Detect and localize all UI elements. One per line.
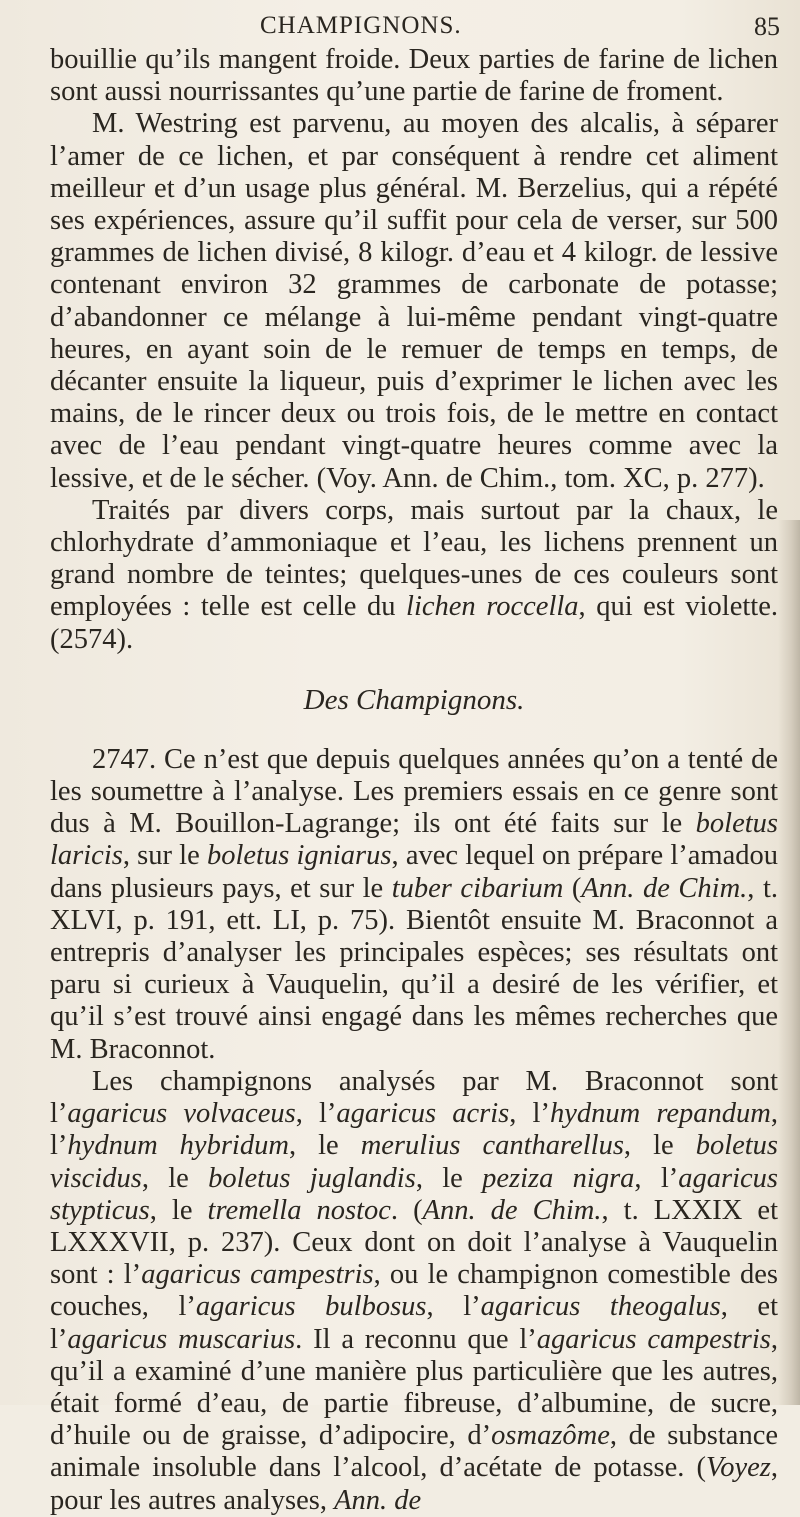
running-title: CHAMPIGNONS. — [260, 12, 462, 39]
paragraph-1: bouillie qu’ils mangent froide. Deux parties de farine de lichen sont aussi nourrissantes qu’une partie de farine de froment. — [50, 44, 778, 108]
section-heading: Des Champignons. — [303, 683, 525, 716]
paragraph-4: 2747. Ce n’est que depuis quelques années qu’on a tenté de les soumettre à l’analyse. Les premiers essais en ce genre sont dus à M. Bouillon-Lagrange; ils ont été faits sur le boletus laricis, sur le boletus igniarus, avec lequel on prépare l’amadou dans plusieurs pays, et sur le tuber cibarium (Ann. de Chim., t. XLVI, p. 191, ett. LI, p. 75). Bientôt ensuite M. Braconnot a entrepris d’analyser les principales espèces; ses résultats ont paru si curieux à Vauquelin, qu’il a desiré de les vérifier, et qu’il s’est trouvé ainsi engagé dans les mêmes recherches que M. Braconnot. — [50, 743, 778, 1065]
body-text — [50, 44, 778, 1517]
page-edge-shadow — [778, 520, 800, 1405]
paragraph-3: Traités par divers corps, mais surtout par la chaux, le chlorhydrate d’ammoniaque et l’eau, les lichens prennent un grand nombre de teintes; quelques-unes de ces couleurs sont employées : telle est celle du lichen roccella, qui est violette.(2574). — [50, 494, 778, 655]
paragraph-2: M. Westring est parvenu, au moyen des alcalis, à séparer l’amer de ce lichen, et par conséquent à rendre cet aliment meilleur et d’un usage plus général. M. Berzelius, qui a répété ses expériences, assure qu’il suffit pour cela de verser, sur 500 grammes de lichen divisé, 8 kilogr. d’eau et 4 kilogr. de lessive contenant environ 32 grammes de carbonate de potasse; d’abandonner ce mélange à lui-même pendant vingt-quatre heures, en ayant soin de le remuer de temps en temps, de décanter ensuite la liqueur, puis d’exprimer le lichen avec les mains, de le rincer deux ou trois fois, de le mettre en contact avec de l’eau pendant vingt-quatre heures comme avec la lessive, et de le sécher. (Voy. Ann. de Chim., tom. XC, p. 277). — [50, 108, 778, 494]
paragraph-5: Les champignons analysés par M. Braconnot sont l’agaricus volvaceus, l’agaricus acris, l’hydnum repandum, l’hydnum hybridum, le merulius cantharellus, le boletus viscidus, le boletus juglandis, le peziza nigra, l’agaricus stypticus, le tremella nostoc. (Ann. de Chim., t. LXXIX et LXXXVII, p. 237). Ceux dont on doit l’analyse à Vauquelin sont : l’agaricus campestris, ou le champignon comestible des couches, l’agaricus bulbosus, l’agaricus theogalus, et l’agaricus muscarius. Il a reconnu que l’agaricus campestris, qu’il a examiné d’une manière plus particulière que les autres, était formé d’eau, de partie fibreuse, d’albumine, de sucre, d’huile ou de graisse, d’adipocire, d’osmazôme, de substance animale insoluble dans l’alcool, d’acétate de potasse. (Voyez, pour les autres analyses, Ann. de — [50, 1065, 779, 1516]
page-header — [110, 12, 780, 46]
page-number: 85 — [754, 12, 780, 41]
